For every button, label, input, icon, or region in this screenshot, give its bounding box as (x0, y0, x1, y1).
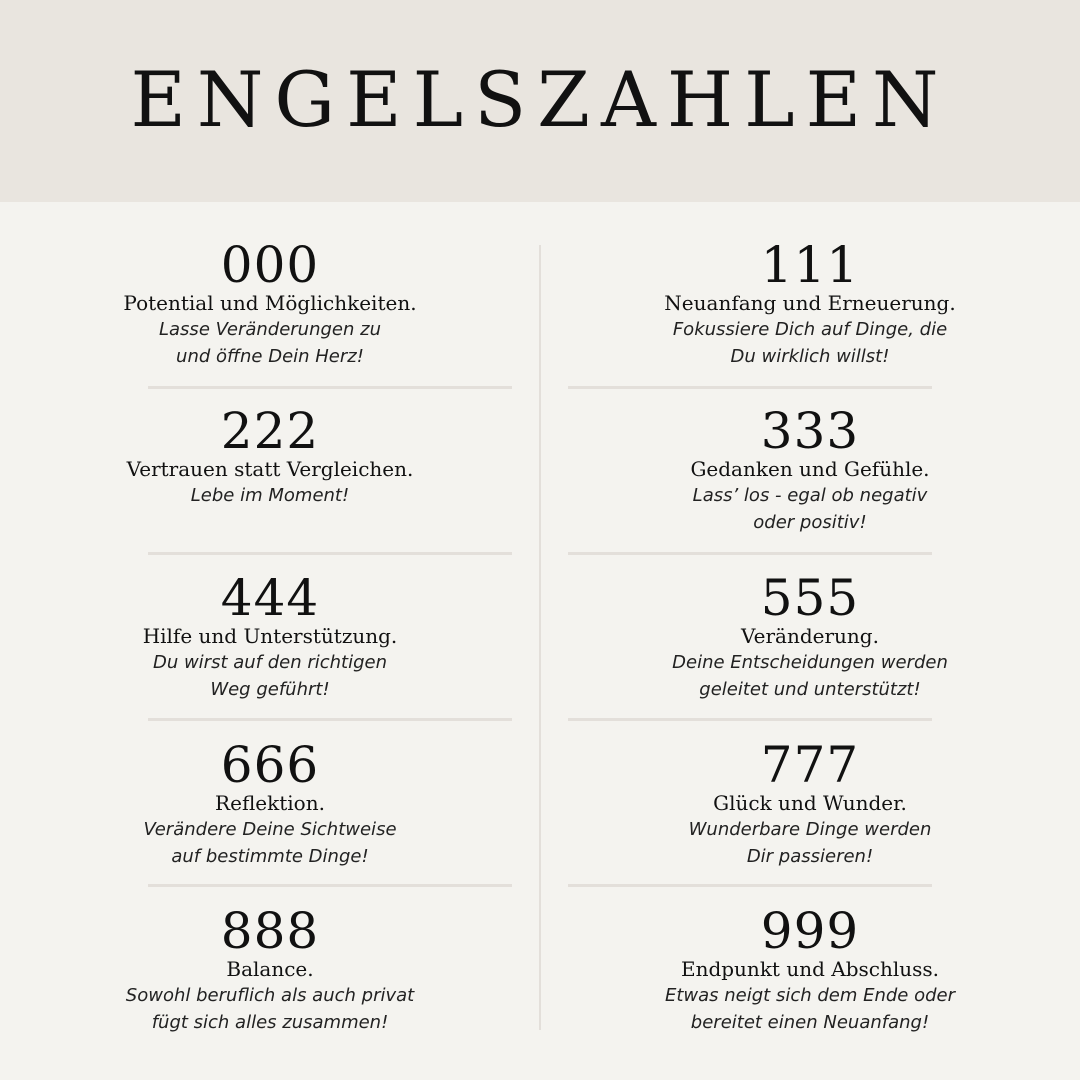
row-separator (148, 718, 512, 721)
entry-555 (600, 569, 1020, 703)
row-separator (148, 386, 512, 389)
entry-heading: Veränderung. (741, 624, 879, 648)
entry-description-line: Du wirst auf den richtigen (152, 652, 388, 673)
row-separator (568, 552, 932, 555)
entry-number: 555 (760, 569, 860, 627)
entry-999 (600, 902, 1020, 1036)
entry-description-line: Lasse Veränderungen zu (159, 319, 381, 340)
entry-description-line: Lebe im Moment! (190, 485, 350, 506)
entry-heading: Vertrauen statt Vergleichen. (126, 457, 414, 481)
entry-description-line: fügt sich alles zusammen! (151, 1012, 389, 1033)
entry-777 (600, 736, 1020, 870)
entry-description-line: Fokussiere Dich auf Dinge, die (672, 319, 948, 340)
column-divider (539, 245, 541, 1030)
entry-888 (60, 902, 480, 1036)
row-separator (568, 884, 932, 887)
entry-number: 999 (760, 902, 860, 960)
header-banner (0, 0, 1080, 202)
entry-heading: Glück und Wunder. (713, 791, 907, 815)
row-separator (568, 718, 932, 721)
entry-111 (600, 236, 1020, 370)
entry-description-line: oder positiv! (753, 512, 867, 533)
entry-description-line: Deine Entscheidungen werden (672, 652, 948, 673)
entry-description-line: bereitet einen Neuanfang! (690, 1012, 930, 1033)
entry-description-line: Sowohl beruflich als auch privat (125, 985, 415, 1006)
entry-description-line: Du wirklich willst! (730, 346, 890, 367)
row-separator (568, 386, 932, 389)
entry-heading: Neuanfang und Erneuerung. (664, 291, 956, 315)
entry-number: 444 (220, 569, 320, 627)
entry-description-line: geleitet und unterstützt! (699, 679, 921, 700)
entry-number: 333 (760, 402, 860, 460)
page-title: ENGELSZAHLEN (130, 55, 950, 144)
entry-description-line: Verändere Deine Sichtweise (143, 819, 397, 840)
entry-number: 111 (760, 236, 860, 294)
entry-description-line: auf bestimmte Dinge! (171, 846, 369, 867)
entry-heading: Potential und Möglichkeiten. (123, 291, 417, 315)
entry-heading: Reflektion. (215, 791, 325, 815)
entry-description-line: Wunderbare Dinge werden (688, 819, 932, 840)
entry-description-line: und öffne Dein Herz! (176, 346, 364, 367)
entry-heading: Balance. (226, 957, 314, 981)
entry-heading: Endpunkt und Abschluss. (680, 957, 940, 981)
entry-number: 222 (220, 402, 320, 460)
entry-222 (60, 402, 480, 509)
entry-heading: Hilfe und Unterstützung. (142, 624, 398, 648)
entry-666 (60, 736, 480, 870)
entry-333 (600, 402, 1020, 536)
entry-444 (60, 569, 480, 703)
entry-heading: Gedanken und Gefühle. (690, 457, 930, 481)
entry-description-line: Dir passieren! (746, 846, 874, 867)
entry-description-line: Etwas neigt sich dem Ende oder (664, 985, 956, 1006)
entry-000 (60, 236, 480, 370)
entry-number: 000 (220, 236, 320, 294)
row-separator (148, 884, 512, 887)
entry-number: 777 (760, 736, 860, 794)
entry-description-line: Lass’ los - egal ob negativ (692, 485, 928, 506)
entry-number: 888 (220, 902, 320, 960)
entry-number: 666 (220, 736, 320, 794)
entry-description-line: Weg geführt! (210, 679, 330, 700)
row-separator (148, 552, 512, 555)
